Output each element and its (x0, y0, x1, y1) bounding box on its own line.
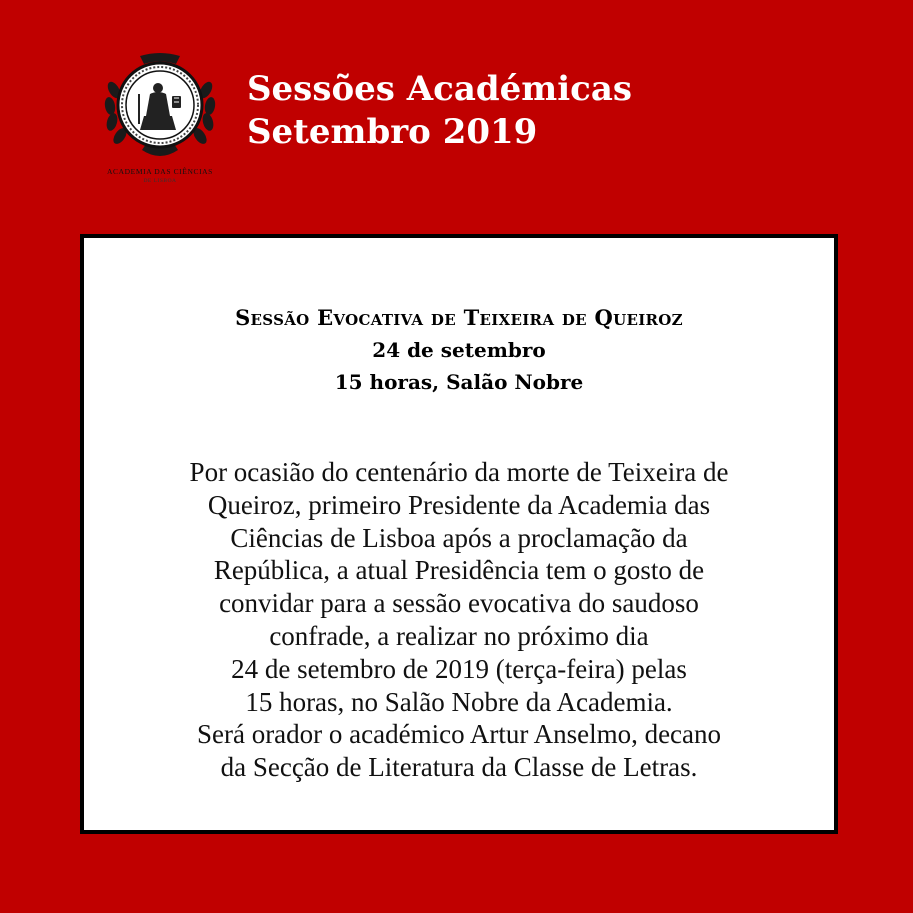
header-title: Sessões Académicas (247, 69, 633, 109)
event-date: 24 de setembro (372, 338, 546, 362)
event-title: Sessão Evocativa de Teixeira de Queiroz (235, 305, 683, 330)
body-line: Ciências de Lisboa após a proclamação da (230, 522, 688, 553)
body-line: confrade, a realizar no próximo dia (269, 620, 649, 651)
announcement-card (80, 234, 838, 834)
body-line: da Secção de Literatura da Classe de Letras. (220, 752, 698, 783)
logo-caption: ACADEMIA DAS CIÊNCIAS (107, 167, 213, 176)
body-line: 15 horas, no Salão Nobre da Academia. (245, 686, 673, 717)
academy-logo (100, 50, 220, 190)
page-header (247, 68, 632, 154)
event-heading (84, 302, 834, 398)
body-line: República, a atual Presidência tem o gosto de (213, 555, 705, 586)
event-time-place: 15 horas, Salão Nobre (334, 370, 584, 394)
logo-subcaption: DE LISBOA (143, 178, 177, 184)
body-line: Por ocasião do centenário da morte de Teixeira de (189, 457, 729, 487)
announcement-body (84, 456, 834, 784)
header-subtitle: Setembro 2019 (247, 112, 538, 152)
body-line: convidar para a sessão evocativa do saudoso (219, 588, 699, 619)
body-line: Será orador o académico Artur Anselmo, decano (196, 719, 722, 750)
body-line: 24 de setembro de 2019 (terça-feira) pelas (231, 653, 687, 684)
body-line: Queiroz, primeiro Presidente da Academia das (207, 489, 711, 520)
emblem-icon (100, 50, 220, 166)
